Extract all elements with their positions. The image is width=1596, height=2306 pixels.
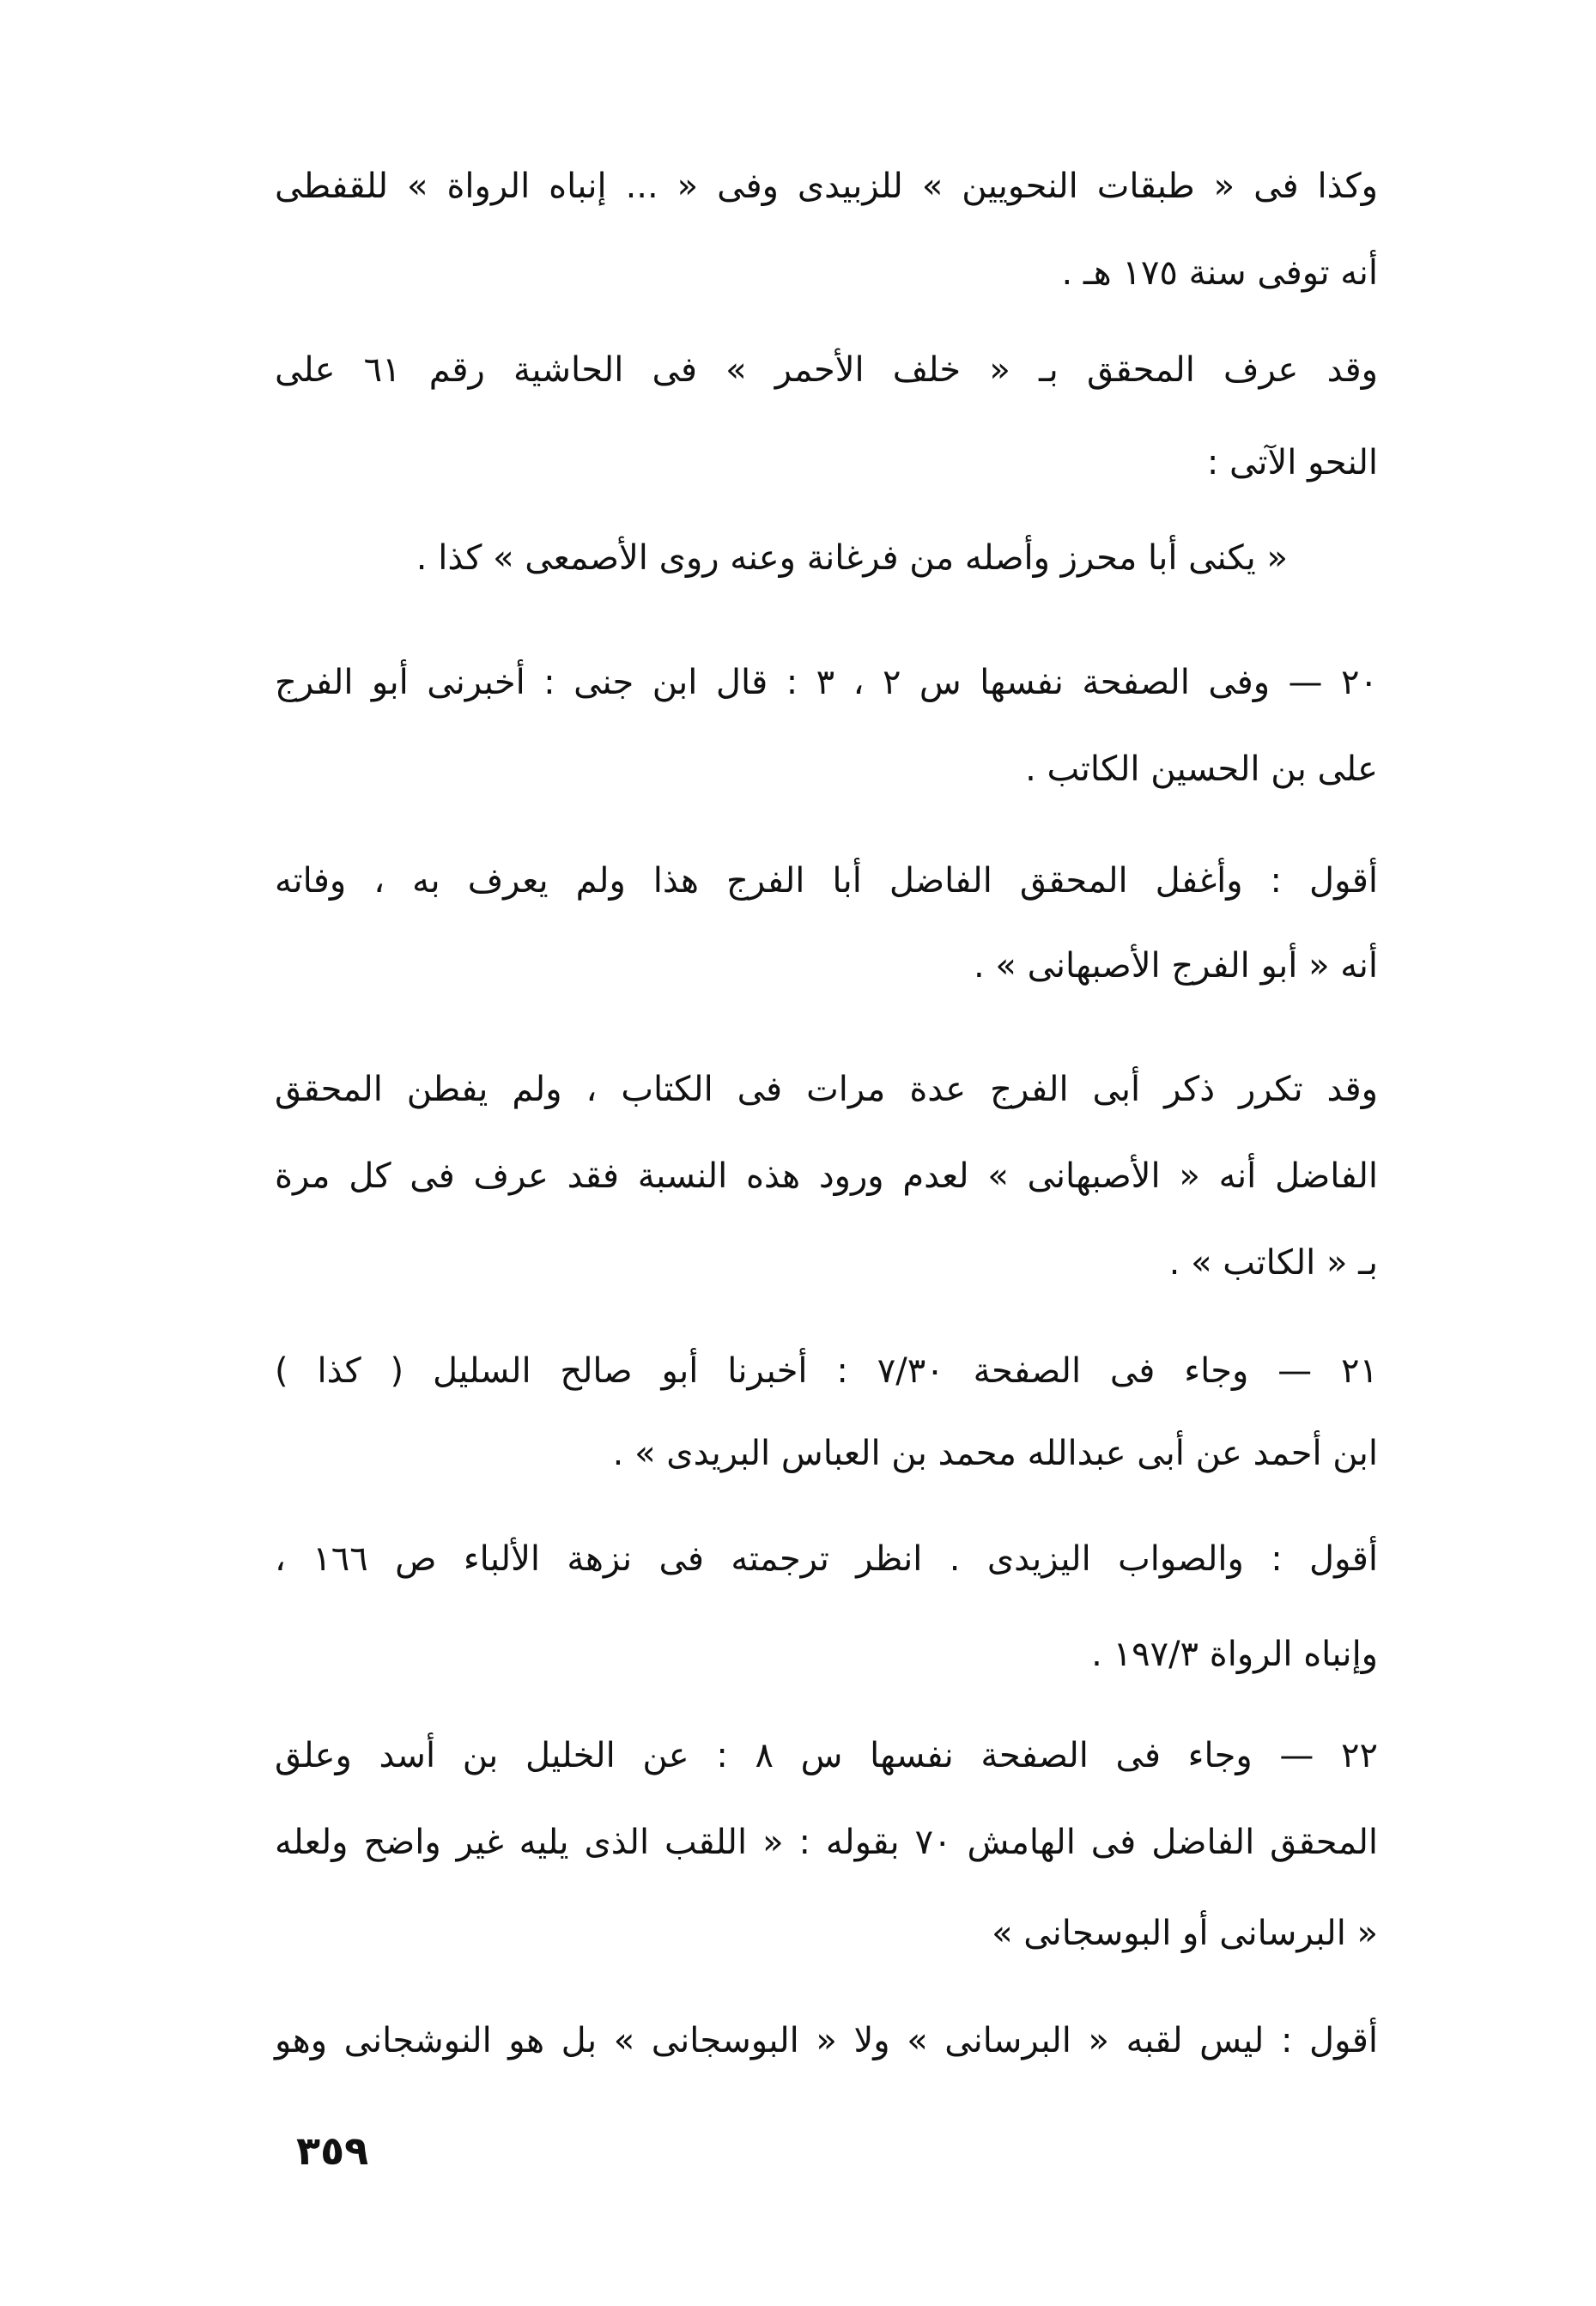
text-line: وإنباه الرواة ١٩٧/٣ .: [1091, 1635, 1378, 1674]
text-line: الفاضل أنه « الأصبهانى » لعدم ورود هذه النسبة فقد عرف فى كل مرة: [275, 1156, 1378, 1196]
text-line: وكذا فى « طبقات النحويين » للزبيدى وفى « ... إنباه الرواة » للقفطى: [275, 167, 1378, 206]
text-line: أقول : وأغفل المحقق الفاضل أبا الفرج هذا ولم يعرف به ، وفاته: [275, 861, 1378, 901]
text-line: ٢٢ — وجاء فى الصفحة نفسها س ٨ : عن الخليل بن أسد وعلق: [275, 1736, 1378, 1775]
text-line: على بن الحسين الكاتب .: [1025, 749, 1378, 789]
text-line: ٢٠ — وفى الصفحة نفسها س ٢ ، ٣ : قال ابن جنى : أخبرنى أبو الفرج: [275, 663, 1378, 702]
text-line: أقول : ليس لقبه « البرسانى » ولا « البوسجانى » بل هو النوشجانى وهو: [275, 2021, 1378, 2060]
page-number: ٣٥٩: [296, 2127, 369, 2174]
text-line: النحو الآتى :: [1206, 443, 1378, 482]
text-line: أقول : والصواب اليزيدى . انظر ترجمته فى نزهة الألباء ص ١٦٦ ،: [275, 1539, 1378, 1579]
text-line: وقد تكرر ذكر أبى الفرج عدة مرات فى الكتاب ، ولم يفطن المحقق: [275, 1070, 1378, 1109]
quote-line: « يكنى أبا محرز وأصله من فرغانة وعنه روى الأصمعى » كذا .: [416, 538, 1288, 578]
text-line: بـ « الكاتب » .: [1168, 1243, 1378, 1283]
text-line: المحقق الفاضل فى الهامش ٧٠ بقوله : « اللقب الذى يليه غير واضح ولعله: [275, 1823, 1378, 1862]
text-line: وقد عرف المحقق بـ « خلف الأحمر » فى الحاشية رقم ٦١ على: [275, 350, 1378, 390]
text-line: ٢١ — وجاء فى الصفحة ٧/٣٠ : أخبرنا أبو صالح السليل ( كذا ): [275, 1351, 1379, 1391]
text-line: أنه « أبو الفرج الأصبهانى » .: [973, 946, 1378, 986]
text-line: « البرسانى أو البوسجانى »: [992, 1914, 1378, 1953]
text-line: أنه توفى سنة ١٧٥ هـ .: [1061, 253, 1378, 293]
text-line: ابن أحمد عن أبى عبدالله محمد بن العباس البريدى » .: [612, 1434, 1378, 1473]
